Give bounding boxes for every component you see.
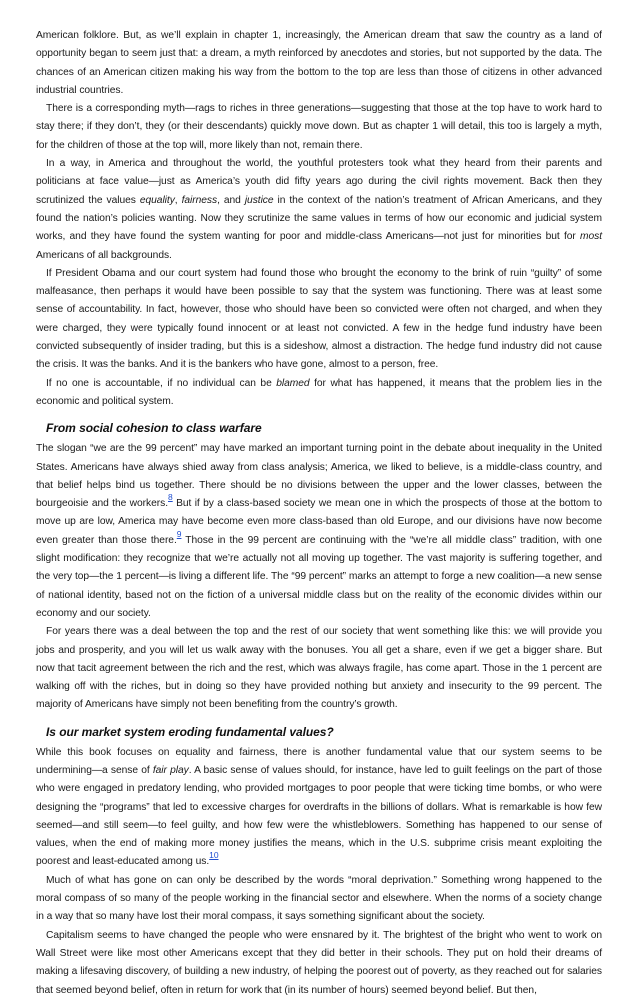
paragraph	[36, 440, 602, 623]
text-run: The slogan “we are the 99 percent” may have marked an important turning point in the debate about inequality in the United States. Americans have always shied away from class analysis; America, we liked to believe, is a middle-class country, and that belief helps bind us together. There should be no divisions between the upper and the lower classes, between the bourgeoisie and the workers.	[36, 443, 602, 510]
text-run: Those in the 99 percent are continuing with the “we’re all middle class” tradition, with one slight modification: they recognize that we’re actually not all moving up together. The vast majority is suffering together, and the very top—the 1 percent—is living a different life. The “99 percent” marks an attempt to forge a new coalition—a new sense of national identity, based not on the fiction of a universal middle class but on the reality of the economic divides within our economy and our society.	[36, 534, 602, 619]
paragraph	[36, 744, 602, 872]
text-run: ,	[174, 194, 182, 206]
text-run: , and	[217, 194, 245, 206]
text-run: for what has happened, it means that the problem lies in the economic and political system.	[36, 377, 602, 407]
footnote-link-10[interactable]: 10	[209, 850, 219, 861]
text-run: But if by a class-based society we mean one in which the prospects of those at the bottom to move up are low, America may have become even more class-based than old Europe, and our divisions have now become even greater than those there.	[36, 498, 603, 546]
footnote-link-8[interactable]: 8	[168, 492, 173, 503]
footnote-link-9[interactable]: 9	[176, 528, 182, 539]
text-run: While this book focuses on equality and fairness, there is another fundamental value that our system seems to be undermining—a sense of	[36, 746, 602, 776]
emphasis-fair-play: fair play	[152, 764, 189, 776]
paragraph	[36, 375, 602, 412]
paragraph	[36, 155, 602, 265]
paragraph: Much of what has gone on can only be described by the words “moral deprivation.” Something wrong happened to the moral compass of so many of the people working in the financial sector and elsewhere. When the norms of a society change in a way that so many have lost their moral compass, it says something significant about the society.	[36, 874, 602, 923]
book-page	[36, 27, 602, 1000]
text-run: in the context of the nation’s treatment of African Americans, and they found the nation’s policies wanting. Now they scrutinize the same values in terms of how our economic and judicial system works, and they have found the system wanting for poor and middle-class Americans—not just for minorities but for	[36, 194, 602, 243]
emphasis-fairness: fairness	[181, 194, 218, 206]
emphasis-blamed: blamed	[276, 377, 310, 389]
emphasis-justice: justice	[244, 194, 274, 206]
paragraph: There is a corresponding myth—rags to riches in three generations—suggesting that those at the top have to work hard to stay there; if they don’t, they (or their descendants) quickly move down. But as chapter 1 will detail, this too is largely a myth, for the children of those at the top will, more likely than not, remain there.	[36, 103, 602, 151]
text-run: If no one is accountable, if no individual can be	[46, 377, 277, 389]
paragraph: Capitalism seems to have changed the people who were ensnared by it. The brightest of the bright who went to work on Wall Street were like most other Americans except that they did better in their schools. They put on hold their dreams of making a lifesaving discovery, of building a new industry, of helping the poorest out of poverty, as they reached out for salaries that seemed beyond belief, often in return for work that (in its number of hours) seemed beyond belief. But then,	[36, 929, 602, 996]
emphasis-equality: equality	[139, 194, 175, 206]
text-run: In a way, in America and throughout the world, the youthful protesters took what they heard from their parents and politicians at face value—just as America’s youth did fifty years ago during the civil rights movement. Back then they scrutinized the values	[36, 158, 602, 206]
emphasis-most: most	[579, 231, 602, 243]
text-run: Americans of all backgrounds.	[36, 249, 172, 261]
paragraph: For years there was a deal between the top and the rest of our society that went something like this: we will provide you jobs and prosperity, and you will let us walk away with the bonuses. You all get a share, even if we get a bigger share. But now that tacit agreement between the rich and the rest, which was always fragile, has come apart. Those in the 1 percent are walking off with the riches, but in doing so they have provided nothing but anxiety and insecurity to the 99 percent. The majority of Americans have simply not been benefiting from the country’s growth.	[36, 626, 602, 711]
section-heading: Is our market system eroding fundamental values?	[46, 724, 334, 739]
footnote-ref	[209, 850, 218, 860]
paragraph: American folklore. But, as we’ll explain in chapter 1, increasingly, the American dream that saw the country as a land of opportunity began to seem just that: a dream, a myth reinforced by anecdotes and stories, but not supported by the data. The chances of an American citizen making his way from the bottom to the top are less than those of citizens in other advanced industrial countries.	[36, 30, 602, 96]
paragraph: If President Obama and our court system had found those who brought the economy to the brink of ruin “guilty” of some malfeasance, then perhaps it would have been possible to say that the system was functioning. There was at least some sense of accountability. In fact, however, those who should have been so convicted were often not charged, and when they were charged, they were typically found innocent or at least not convicted. A few in the hedge fund industry have been convicted subsequently of insider trading, but this is a sideshow, almost a distraction. The hedge fund industry did not cause the crisis. It was the banks. And it is the bankers who have gone, almost to a person, free.	[36, 267, 602, 371]
section-heading: From social cohesion to class warfare	[46, 421, 262, 436]
text-run: . A basic sense of values should, for instance, have led to guilt feelings on the part of those who were engaged in predatory lending, who provided mortgages to poor people that were ticking time bombs, or who were designing the “programs” that led to excessive charges for overdrafts in the billions of dollars. What is remarkable is how few seemed—and still seem—to feel guilty, and how few were the whistleblowers. Something has happened to our sense of values, when the end of making more money justifies the means, which in the U.S. subprime crisis meant exploiting the poorest and least-educated among us.	[36, 764, 602, 868]
